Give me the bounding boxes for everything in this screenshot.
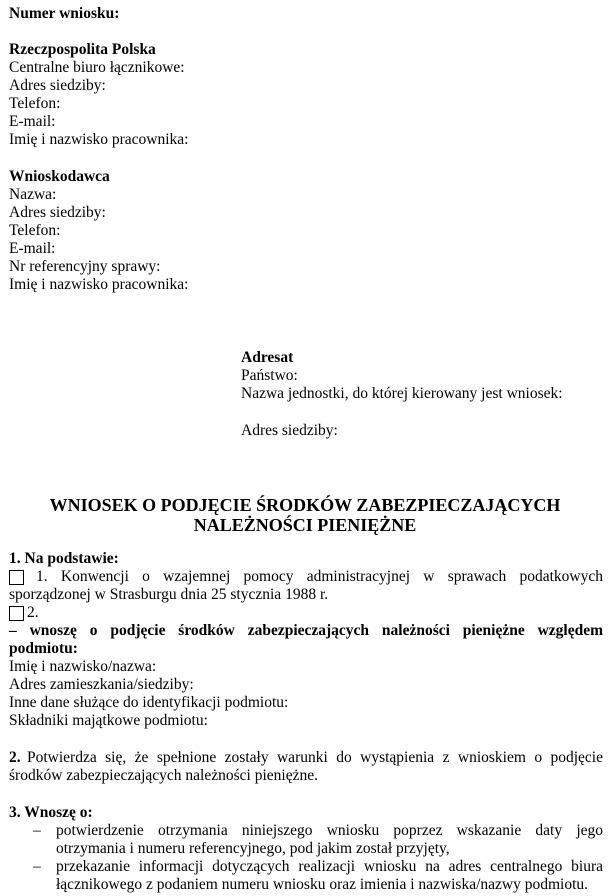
applicant-name-label: Nazwa: [9,186,57,203]
applicant-address-label: Adres siedziby: [9,204,106,221]
sender-email-label: E-mail: [9,113,56,130]
request-text-line1: – wnoszę o podjęcie środków zabezpieczających należności pieniężne względem [9,622,603,639]
bullet-dash: – [33,858,41,875]
option2-checkbox[interactable] [9,606,24,621]
addressee-address-label: Adres siedziby: [241,422,338,439]
sender-employee-label: Imię i nazwisko pracownika: [9,131,189,148]
applicant-phone-label: Telefon: [9,222,61,239]
request-item1-line2: otrzymania i numeru referencyjnego, pod jakim został przyjęty, [56,840,450,857]
bullet-dash: – [33,822,41,839]
applicant-reference-label: Nr referencyjny sprawy: [9,258,161,275]
addressee-unit-label: Nazwa jednostki, do której kierowany jest wniosek: [241,385,563,402]
option1-checkbox[interactable] [9,570,24,585]
application-number-label: Numer wniosku: [9,5,120,22]
section1-heading: 1. Na podstawie: [9,550,119,567]
request-item2-line1: przekazanie informacji dotyczących realizacji wniosku na adres centralnego biura [56,858,603,875]
addressee-country-label: Państwo: [241,367,298,384]
form-title-line1: WNIOSEK O PODJĘCIE ŚRODKÓW ZABEZPIECZAJĄCYCH [49,495,561,515]
applicant-heading: Wnioskodawca [9,168,110,185]
subject-assets-label: Składniki majątkowe podmiotu: [9,712,208,729]
section2-text-line2: środków zabezpieczających należności pieniężne. [9,767,318,784]
section2-text-line1: Potwierdza się, że spełnione zostały warunki do wystąpienia z wnioskiem o podjęcie [27,749,603,766]
request-item1-line1: potwierdzenie otrzymania niniejszego wniosku poprzez wskazanie daty jego [56,822,603,839]
sender-phone-label: Telefon: [9,95,61,112]
subject-id-label: Inne dane służące do identyfikacji podmiotu: [9,694,289,711]
section3-heading: 3. Wnoszę o: [9,804,93,821]
subject-name-label: Imię i nazwisko/nazwa: [9,658,157,675]
section2-number: 2. [9,749,21,766]
option2-text: 2. [27,604,39,621]
form-title-line2: NALEŻNOŚCI PIENIĘŻNE [193,515,417,535]
applicant-email-label: E-mail: [9,240,56,257]
sender-address-label: Adres siedziby: [9,77,106,94]
request-text-line2: podmiotu: [9,640,78,657]
option1-text-line2: sporządzonej w Strasburgu dnia 25 stycznia 1988 r. [9,586,329,603]
option1-text-line1: 1. Konwencji o wzajemnej pomocy administracyjnej w sprawach podatkowych [36,568,603,585]
applicant-employee-label: Imię i nazwisko pracownika: [9,276,189,293]
sender-heading: Rzeczpospolita Polska [9,41,156,58]
addressee-heading: Adresat [241,349,294,366]
sender-office-label: Centralne biuro łącznikowe: [9,59,185,76]
request-item2-line2: łącznikowego z podaniem numeru wniosku oraz imienia i nazwiska/nazwy podmiotu. [56,876,589,893]
subject-address-label: Adres zamieszkania/siedziby: [9,676,194,693]
